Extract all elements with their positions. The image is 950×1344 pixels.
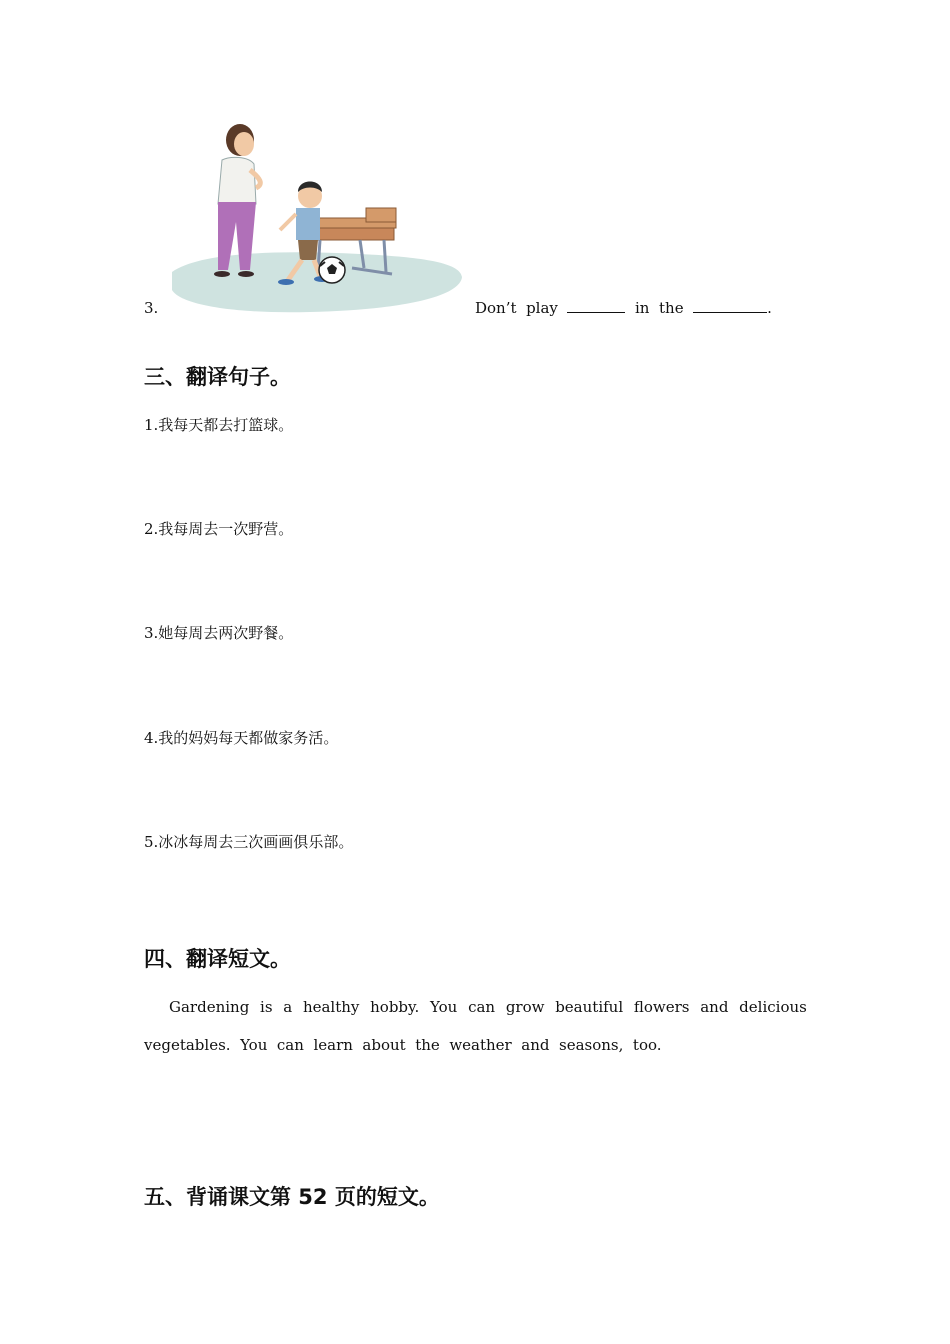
- sentence-word: play: [526, 299, 558, 317]
- translation-item-1: 1.我每天都去打篮球。: [144, 416, 294, 434]
- passage-word: delicious: [739, 998, 807, 1016]
- translation-item-4: 4.我的妈妈每天都做家务活。: [144, 729, 339, 747]
- passage-line-1: [169, 998, 807, 1016]
- translation-item-2: 2.我每周去一次野营。: [144, 520, 294, 538]
- section-five-title: 五、背诵课文第 52 页的短文。: [144, 1185, 440, 1209]
- fill-blank-sentence: [475, 298, 772, 318]
- translation-item-3: 3.她每周去两次野餐。: [144, 624, 294, 642]
- section-four-title: 四、翻译短文。: [144, 947, 291, 971]
- passage-line-2: vegetables. You can learn about the weather and seasons, too.: [144, 1036, 662, 1054]
- passage-word: is: [260, 998, 273, 1016]
- passage-word: You: [430, 998, 458, 1016]
- passage-word: can: [468, 998, 496, 1016]
- sentence-word: Don’t: [475, 299, 517, 317]
- sentence-word: in: [634, 299, 650, 317]
- passage-word: flowers: [633, 998, 690, 1016]
- teacher-boy-football-illustration: [160, 112, 466, 316]
- answer-blank-2[interactable]: [693, 298, 767, 313]
- question-number: 3.: [144, 299, 159, 317]
- passage-word: grow: [505, 998, 545, 1016]
- passage-word: Gardening: [169, 998, 250, 1016]
- passage-word: a: [283, 998, 293, 1016]
- sentence-word: the: [659, 299, 684, 317]
- passage-word: and: [700, 998, 729, 1016]
- answer-blank-1[interactable]: [567, 298, 625, 313]
- passage-word: beautiful: [555, 998, 624, 1016]
- translation-item-5: 5.冰冰每周去三次画画俱乐部。: [144, 833, 354, 851]
- passage-word: hobby.: [370, 998, 420, 1016]
- passage-word: healthy: [302, 998, 360, 1016]
- sentence-period: .: [767, 299, 772, 317]
- section-three-title: 三、翻译句子。: [144, 365, 291, 389]
